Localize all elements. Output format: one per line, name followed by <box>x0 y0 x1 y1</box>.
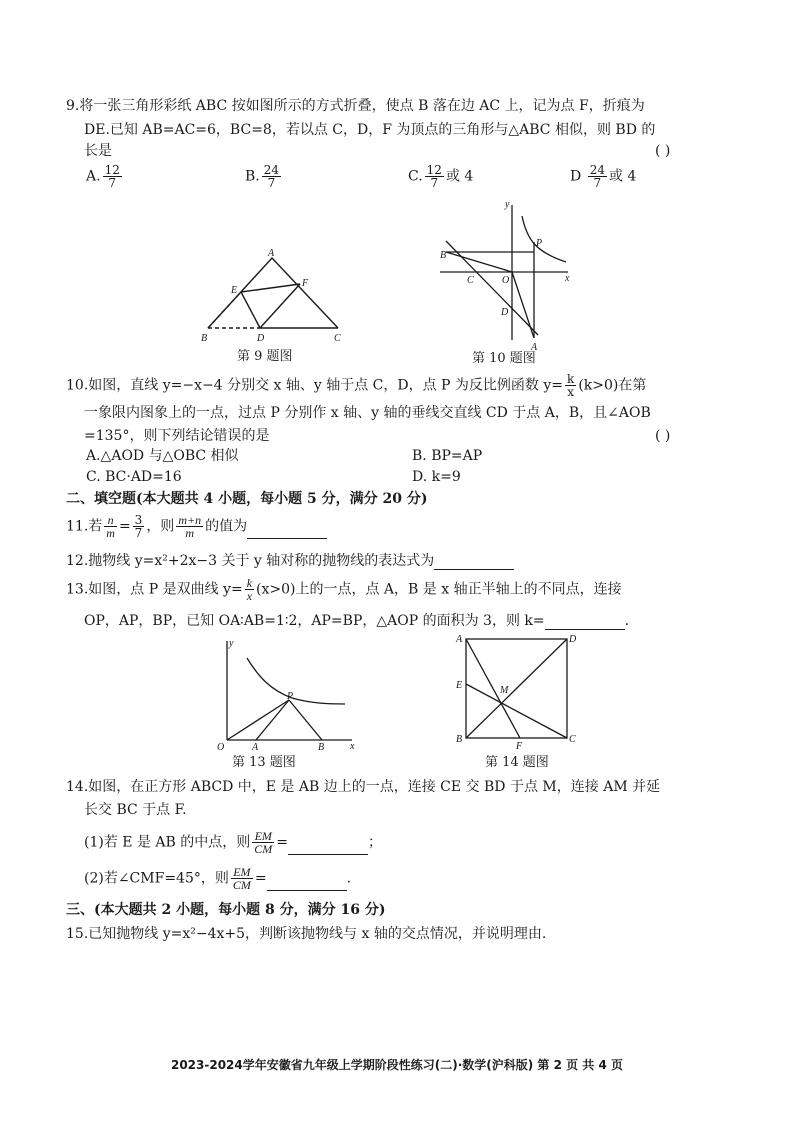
q14-part1: (1)若 E 是 AB 的中点，则 $\frac{EM}{CM}$ = ； <box>84 829 382 856</box>
fig9-label-d: D <box>257 333 265 344</box>
fig14-label-c: C <box>569 734 576 745</box>
q9-line2: DE.已知 AB=AC=6，BC=8，若以点 C，D，F 为顶点的三角形与△ABC 相似，则 BD 的 <box>84 122 656 138</box>
fig9-label-c: C <box>334 333 341 344</box>
q14-part2-answer-blank[interactable] <box>267 890 347 891</box>
fig13-label-p: P <box>287 691 294 702</box>
q14-part2: (2)若∠CMF=45°，则 $\frac{EM}{CM}$ = . <box>84 865 352 892</box>
fig9-label-f: F <box>302 278 309 289</box>
q9-line3: 长是 <box>84 143 112 159</box>
fig10-label-y: y <box>505 199 510 210</box>
q9-line1: 9.将一张三角形彩纸 ABC 按如图所示的方式折叠，使点 B 落在边 AC 上，记为点 F，折痕为 <box>66 98 645 114</box>
fig14-label-d: D <box>569 634 577 645</box>
fig10-label-c: C <box>467 275 474 286</box>
q9-option-b: B. $\frac{24}{7}$ <box>245 163 280 190</box>
fig9-label-b: B <box>201 333 208 344</box>
q10-option-b: B. BP=AP <box>412 448 483 464</box>
q10-answer-paren: ( ) <box>655 428 671 444</box>
q14-part1-answer-blank[interactable] <box>288 854 368 855</box>
q10-line1: 10.如图，直线 y=−x−4 分别交 x 轴、y 轴于点 C，D，点 P 为反比例函数 y= $\frac{k}{x}$ (k>0)在第 <box>66 372 647 399</box>
fig9-label-a: A <box>268 248 275 259</box>
fig14-label-f: F <box>516 741 523 752</box>
fig10-label-x: x <box>565 273 570 284</box>
q10-line2: 一象限内图象上的一点，过点 P 分别作 x 轴、y 轴的垂线交直线 CD 于点 A，B，且∠AOB <box>84 405 651 421</box>
q10-line3: =135°，则下列结论错误的是 <box>84 428 270 444</box>
fig10-label-a: A <box>531 342 538 353</box>
q10-option-a: A.△AOD 与△OBC 相似 <box>86 448 239 464</box>
fig10-label-o: O <box>502 275 510 286</box>
fig10-caption: 第 10 题图 <box>472 351 536 366</box>
q10-option-d: D. k=9 <box>412 469 461 485</box>
fig10-label-p: P <box>536 238 543 249</box>
fig9-caption: 第 9 题图 <box>237 349 293 364</box>
fig14-label-a: A <box>456 634 463 645</box>
fig9-label-e: E <box>231 285 238 296</box>
fig13-label-x: x <box>350 741 355 752</box>
fig13-caption: 第 13 题图 <box>232 755 296 770</box>
fig14-label-m: M <box>500 685 509 696</box>
q13-line2: OP，AP，BP，已知 OA∶AB=1∶2，AP=BP，△AOP 的面积为 3，则 k= . <box>84 613 630 629</box>
q14-line2: 长交 BC 于点 F. <box>84 802 187 818</box>
q9-option-c: C. $\frac{12}{7}$ 或 4 <box>408 163 474 190</box>
q9-option-a: A. $\frac{12}{7}$ <box>86 163 120 190</box>
q10-option-c: C. BC·AD=16 <box>86 469 182 485</box>
q15: 15.已知抛物线 y=x²−4x+5，判断该抛物线与 x 轴的交点情况，并说明理由. <box>66 926 547 942</box>
q12: 12.抛物线 y=x²+2x−3 关于 y 轴对称的抛物线的表达式为 <box>66 552 514 570</box>
fig14-label-b: B <box>456 734 463 745</box>
section-3-heading: 三、(本大题共 2 小题，每小题 8 分，满分 16 分) <box>66 902 386 918</box>
q9-answer-paren: ( ) <box>655 143 671 159</box>
page-footer: 2023-2024学年安徽省九年级上学期阶段性练习(二)·数学(沪科版) 第 2 页 共 4 页 <box>170 1058 624 1072</box>
fig13-label-o: O <box>217 742 225 753</box>
fig10-label-d: D <box>501 307 509 318</box>
fig14-label-e: E <box>456 680 463 691</box>
fig10-label-b: B <box>440 250 447 261</box>
fig13-label-a: A <box>252 742 259 753</box>
fig13-label-y: y <box>229 638 234 649</box>
q13-line1: 13.如图，点 P 是双曲线 y= $\frac{k}{x}$ (x>0)上的一点，点 A，B 是 x 轴正半轴上的不同点，连接 <box>66 576 622 603</box>
section-2-heading: 二、填空题(本大题共 4 小题，每小题 5 分，满分 20 分) <box>66 491 428 507</box>
q14-line1: 14.如图，在正方形 ABCD 中，E 是 AB 边上的一点，连接 CE 交 BD 于点 M，连接 AM 并延 <box>66 779 661 795</box>
fig13-label-b: B <box>318 742 325 753</box>
fig14-caption: 第 14 题图 <box>485 755 549 770</box>
q11: 11.若 $\frac{n}{m}$ = $\frac{3}{7}$ ，则 $\frac{m+n}{m}$ 的值为 <box>66 514 327 539</box>
q9-option-d: D $\frac{24}{7}$ 或 4 <box>570 163 637 190</box>
